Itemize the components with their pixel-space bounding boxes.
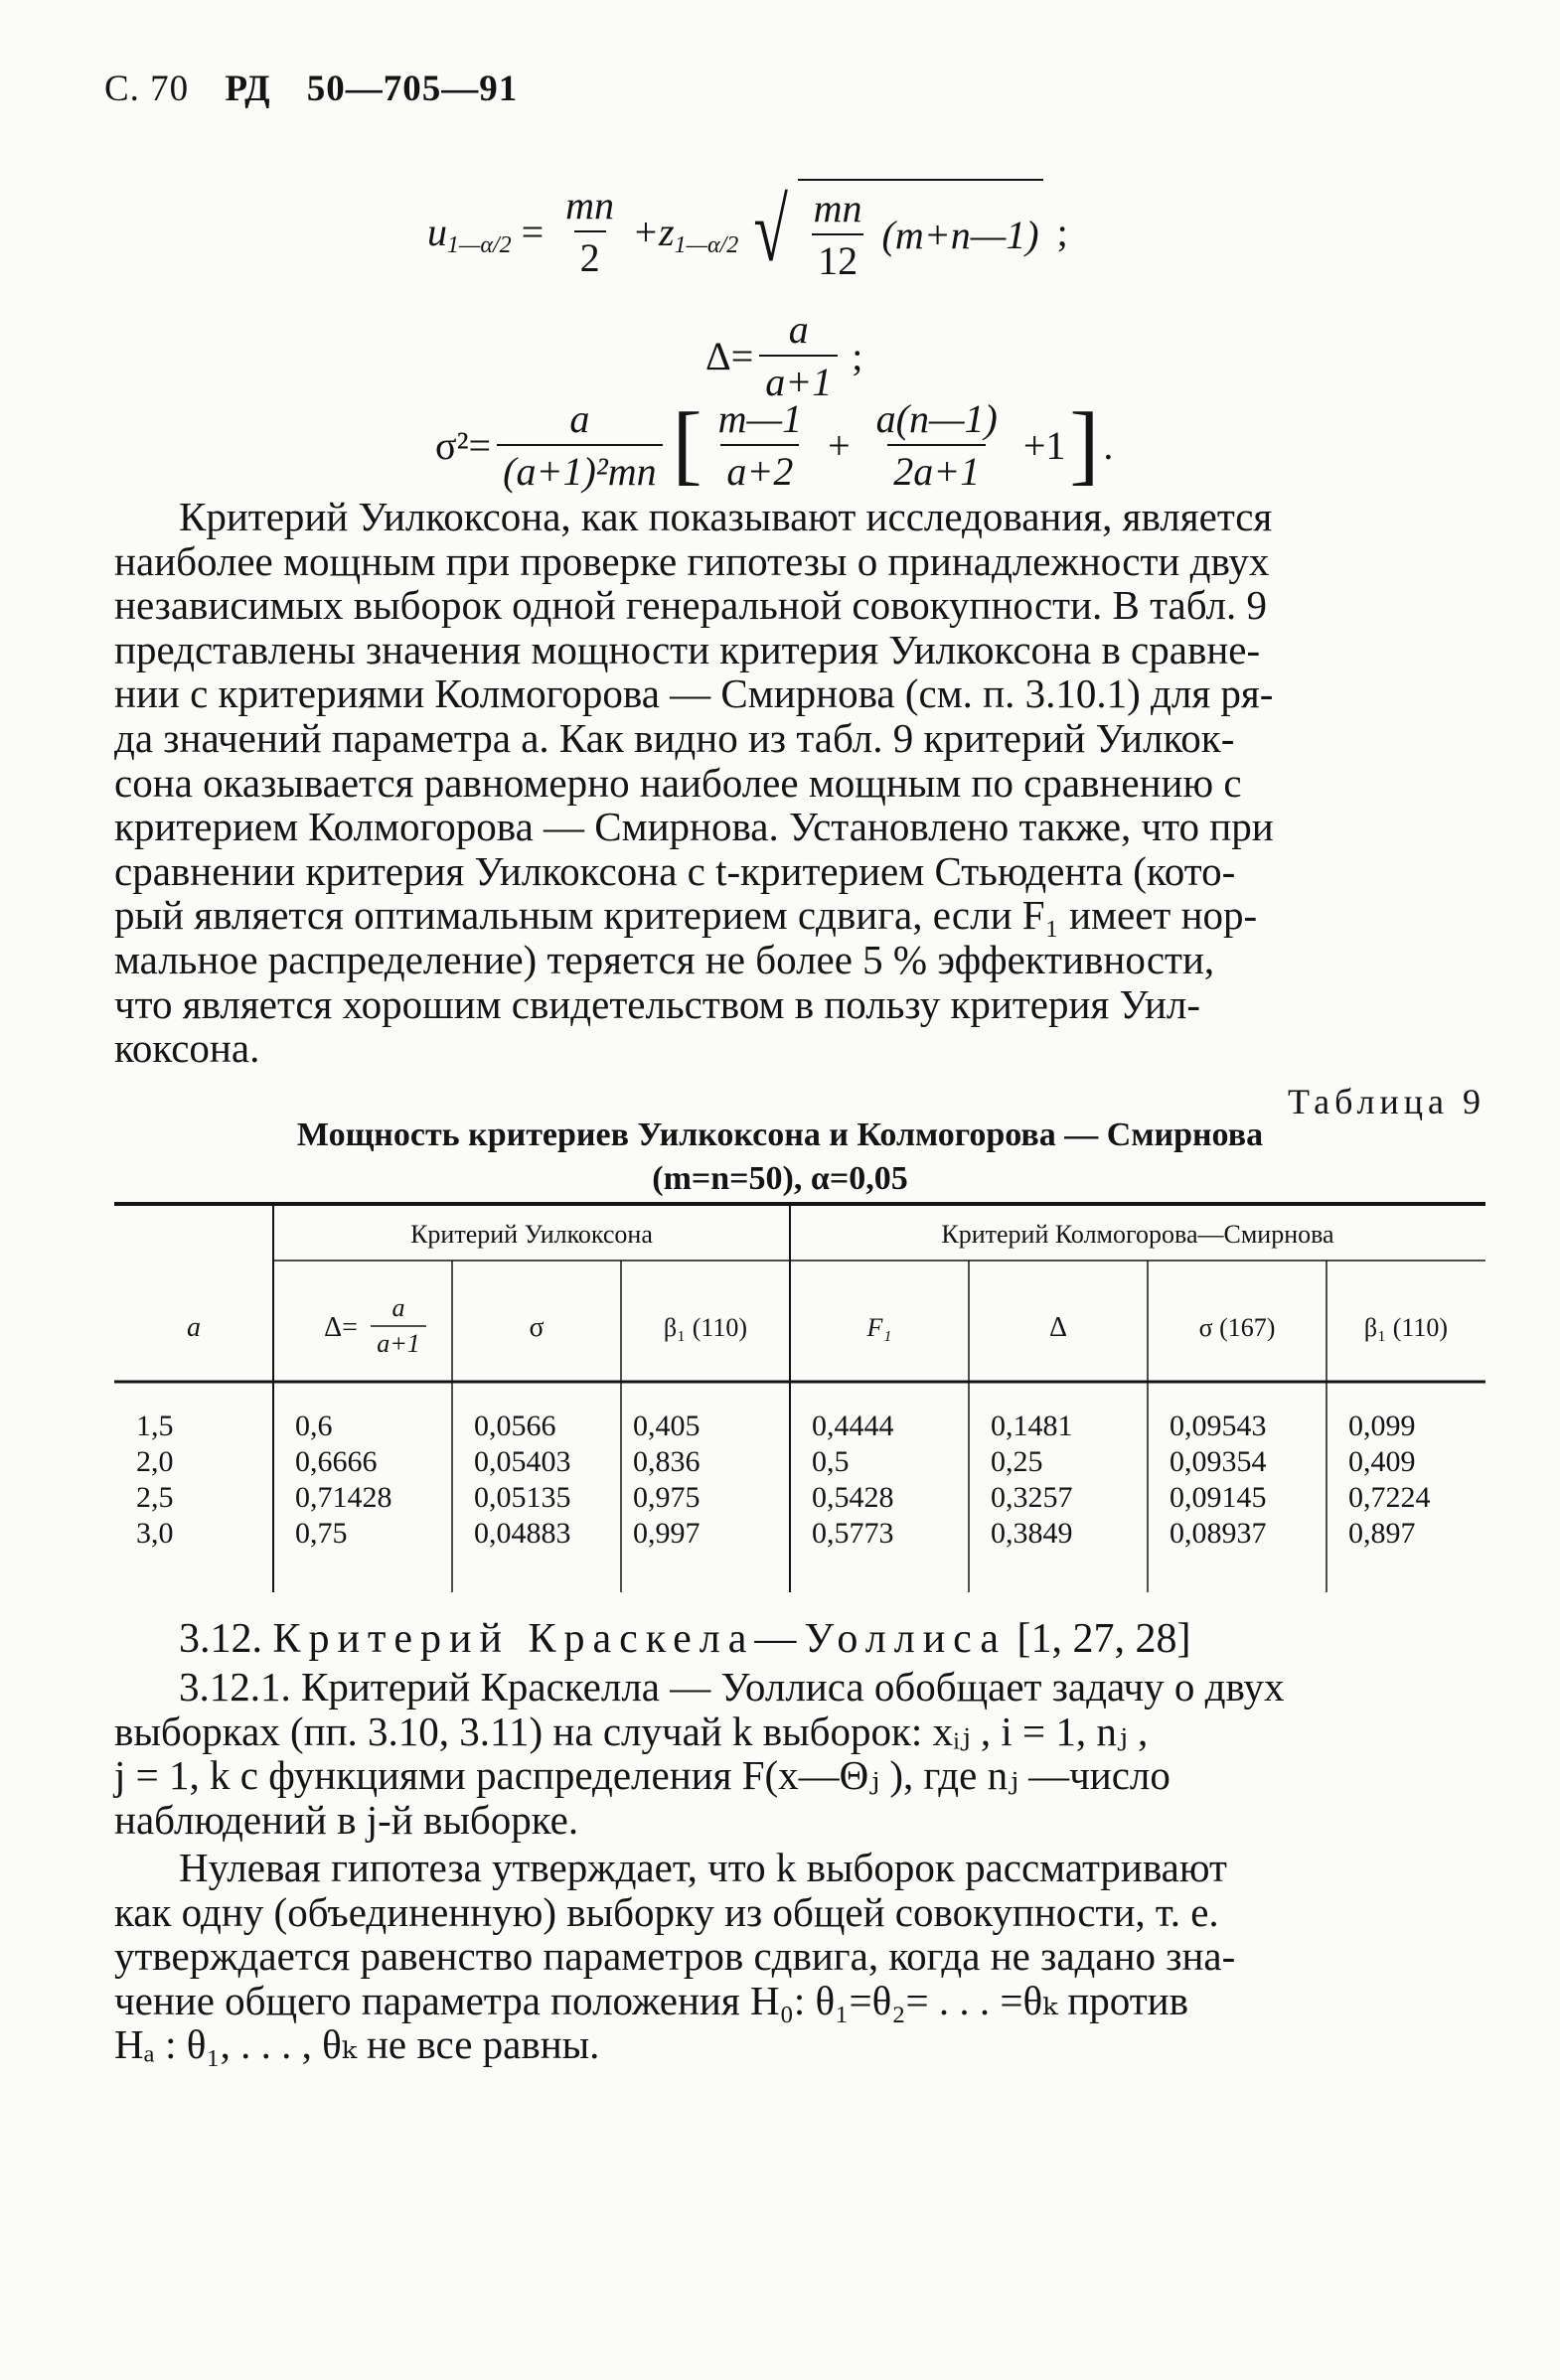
text-line: наиболее мощным при проверке гипотезы о принадлежности двух [114,537,1270,584]
text-line: представлены значения мощности критерия Уилкоксона в сравне- [114,626,1261,672]
sqrt-frac [808,185,868,284]
formula-sigma-frac [497,395,663,495]
table-cell: 2,5 [136,1481,174,1514]
formula-sigma-lhs: σ²= [435,422,492,468]
table-body [136,1410,1431,1550]
table-cell: 0,5428 [812,1481,894,1514]
section-title: Критерий Краскела—Уоллиса [272,1616,1007,1662]
table-cell: 0,5 [812,1445,850,1478]
sqrt-icon: √ [753,182,789,280]
frac-den: a+2 [720,444,799,495]
formula-u-sqrt [798,179,1043,284]
col-header-F1: F₁ [866,1313,892,1342]
col-header-delta-den: a+1 [377,1329,420,1358]
table-cell: 0,4444 [812,1410,894,1442]
text-line: j = 1, k с функциями распределения F(x—Θⱼ ), где nⱼ —число [114,1752,1170,1799]
formula-u-eq: = [521,209,545,254]
table-cell: 0,08937 [1170,1517,1267,1550]
table-cell: 0,405 [633,1410,701,1442]
col-header-delta-lhs: Δ= [324,1312,358,1343]
page-header [104,68,544,110]
frac-den: 2a+1 [887,444,986,495]
table-cell: 0,7224 [1348,1481,1431,1514]
formula-delta-frac [759,306,838,405]
text-line: сравнении критерия Уилкоксона с t-критерием Стьюдента (кото- [114,847,1236,894]
section-heading [179,1615,1190,1663]
table-cell: 0,975 [633,1481,701,1514]
table-cell: 0,6666 [295,1445,378,1478]
text-line: чение общего параметра положения H₀: θ₁=θ₂= . . . =θₖ против [114,1977,1188,2023]
formula-u-lhs-sub: 1—α/2 [447,231,512,258]
table-cell: 0,997 [633,1517,701,1550]
col-header-sigma2: σ (167) [1198,1313,1276,1342]
frac-num: a [788,307,809,352]
table-cell: 0,09543 [1170,1410,1267,1442]
formula-sigma-term2 [870,395,1004,495]
text-line: Hₐ : θ₁, . . . , θₖ не все равны. [114,2021,600,2068]
formula-delta-lhs: Δ= [705,333,754,378]
formula-sigma-term1 [712,395,808,495]
table-cell: 0,1481 [991,1410,1073,1442]
frac-num: a [569,396,590,441]
frac-num: a(n—1) [875,396,998,441]
table-cell: 0,409 [1348,1445,1416,1478]
power-table-grid [114,1205,1485,1592]
group-header-kolmogorov: Критерий Колмогорова—Смирнова [941,1220,1334,1249]
table-row [136,1410,1416,1442]
table-title-line2: (m=n=50), α=0,05 [652,1160,908,1197]
paragraph-kruskal-definition [114,1665,1485,1842]
text-line: коксона. [114,1025,260,1072]
formula-delta-end: ; [852,333,863,378]
text-line: 3.12.1. Критерий Краскелла — Уоллиса обобщает задачу о двух [179,1664,1285,1710]
table-cell: 0,6 [295,1410,333,1442]
power-table [114,1202,1485,1592]
formula-u [427,179,1068,284]
text-line: как одну (объединенную) выборку из общей совокупности, т. е. [114,1888,1219,1935]
table-cell: 0,09354 [1170,1445,1267,1478]
formula-sigma [435,395,1113,495]
formula-delta [705,306,862,405]
frac-num: m—1 [717,396,803,441]
table-cell: 0,0566 [474,1410,556,1442]
text-line: наблюдений в j-й выборке. [114,1796,579,1843]
formula-u-z: +z [632,209,675,254]
page-number: С. 70 [104,69,190,109]
text-line: утверждается равенство параметров сдвига, когда не задано зна- [114,1933,1236,1980]
table-title-line1: Мощность критериев Уилкоксона и Колмогорова — Смирнова [296,1116,1264,1153]
text-line: Критерий Уилкоксона, как показывают исследования, является [179,494,1273,539]
group-header-wilcoxon: Критерий Уилкоксона [410,1220,653,1249]
table-cell: 0,099 [1348,1410,1416,1442]
text-line: выборках (пп. 3.10, 3.11) на случай k выборок: xᵢⱼ , i = 1, nⱼ , [114,1708,1149,1754]
formula-sigma-end: . [1103,422,1114,468]
table-cell: 0,25 [991,1445,1043,1478]
table-cell: 0,71428 [295,1481,392,1514]
table-cell: 2,0 [136,1445,174,1478]
section-refs: [1, 27, 28] [1016,1616,1191,1662]
table-caption: Таблица 9 [1288,1082,1485,1121]
table-cell: 0,09145 [1170,1481,1267,1514]
table-row [136,1481,1431,1514]
text-line: что является хорошим свидетельством в пользу критерия Уил- [114,980,1201,1027]
frac-den: 2 [574,230,606,281]
table-cell: 0,3257 [991,1481,1073,1514]
col-header-a: a [187,1312,201,1343]
table-row [136,1445,1416,1478]
text-line: мальное распределение) теряется не более 5 % эффективности, [114,936,1215,982]
table-cell: 0,897 [1348,1517,1416,1550]
right-bracket-icon: ] [1069,395,1100,494]
text-line: рый является оптимальным критерием сдвига, если F₁ имеет нор- [114,892,1258,939]
col-header-delta2: Δ [1048,1312,1068,1343]
paragraph-null-hypothesis [114,1846,1485,2067]
frac-num: mn [565,183,615,227]
paragraph-wilcoxon-power [114,495,1485,1071]
table-row [136,1517,1416,1550]
document-number: 50—705—91 [306,69,519,109]
left-bracket-icon: [ [672,395,702,494]
table-cell: 0,05135 [474,1481,571,1514]
formula-u-z-sub: 1—α/2 [674,231,739,258]
text-line: Нулевая гипотеза утверждает, что k выборок рассматривают [179,1845,1227,1890]
formula-u-frac1 [559,182,620,281]
formula-sigma-plus: + [828,422,851,468]
col-header-beta1: β₁ (110) [663,1313,748,1342]
text-line: сона оказывается равномерно наиболее мощным по сравнению с [114,759,1242,806]
frac-den: (a+1)²mn [497,444,663,495]
table-cell: 0,3849 [991,1517,1073,1550]
sqrt-tail: (m+n—1) [881,212,1039,257]
text-line: критерием Колмогорова — Смирнова. Установлено также, что при [114,804,1274,850]
table-cell: 3,0 [136,1517,174,1550]
document-code: РД [225,69,271,109]
formula-u-lhs: u [427,209,447,254]
formula-sigma-plus-one: +1 [1022,422,1066,468]
section-number: 3.12. [179,1616,262,1662]
text-line: независимых выборок одной генеральной совокупности. В табл. 9 [114,582,1268,629]
table-cell: 0,05403 [474,1445,571,1478]
text-line: да значений параметра a. Как видно из табл. 9 критерий Уилкок- [114,714,1235,761]
frac-den: 12 [812,233,863,284]
frac-num: mn [813,186,862,230]
col-header-delta-num: a [391,1293,405,1322]
table-cell: 0,04883 [474,1517,571,1550]
col-header-beta2: β₁ (110) [1363,1313,1449,1342]
text-line: нии с критериями Колмогорова — Смирнова (см. п. 3.10.1) для ря- [114,670,1274,717]
table-cell: 0,836 [633,1445,701,1478]
table-cell: 0,75 [295,1517,348,1550]
formula-u-end: ; [1056,209,1068,254]
frac-den: a+1 [759,355,838,405]
col-header-sigma: σ [529,1312,545,1343]
table-cell: 1,5 [136,1410,174,1442]
table-cell: 0,5773 [812,1517,894,1550]
